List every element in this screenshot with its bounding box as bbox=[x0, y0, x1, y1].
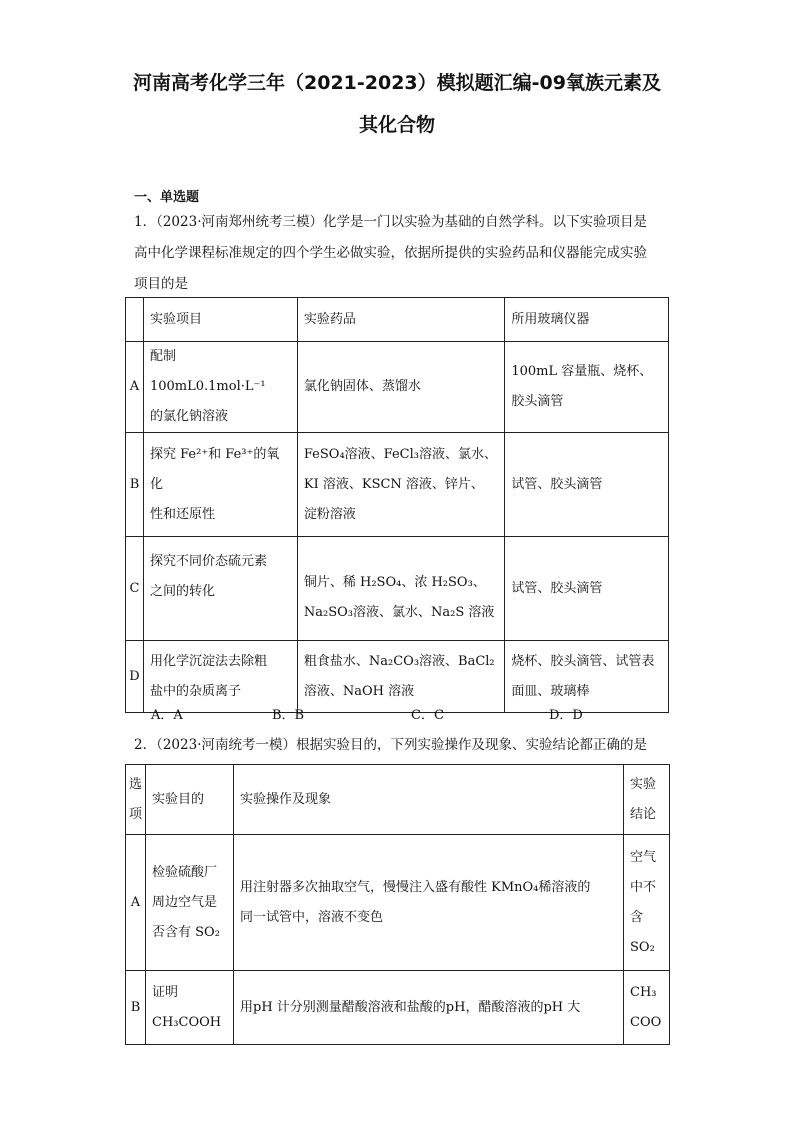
q1-row-a bbox=[126, 342, 669, 433]
q1-item-cell bbox=[143, 342, 297, 433]
q1-drug-cell bbox=[297, 433, 504, 537]
q1-glass-text: 试管、胶头滴管 bbox=[511, 476, 603, 492]
section-heading: 一、单选题 bbox=[134, 190, 200, 205]
q1-item-text: 探究 Fe²⁺和 Fe³⁺的氧化 bbox=[149, 446, 280, 492]
q2-header-conclusion-text: 实验 bbox=[630, 776, 657, 792]
q1-drug-text: Na₂SO₃溶液、氯水、Na₂S 溶液 bbox=[303, 605, 495, 620]
q1-glass-cell bbox=[505, 537, 669, 641]
q1-drug-text: 粗食盐水、Na₂CO₃溶液、BaCl₂ bbox=[303, 653, 495, 669]
q1-glass-text: 100mL 容量瓶、烧杯、 bbox=[511, 364, 653, 379]
q1-header-row bbox=[126, 298, 669, 342]
q2-header-conclusion-text: 结论 bbox=[630, 806, 657, 822]
q1-item-text: 之间的转化 bbox=[149, 584, 215, 599]
q1-row-letter: C bbox=[126, 537, 144, 641]
q1-glass-text: 试管、胶头滴管 bbox=[511, 580, 603, 596]
q2-header-row bbox=[126, 765, 670, 835]
q1-item-text: 性和还原性 bbox=[149, 506, 215, 522]
q1-stem-line3: 项目的是 bbox=[134, 276, 188, 292]
q1-item-text: 的氯化钠溶液 bbox=[149, 409, 228, 424]
q2-header-option-text: 项 bbox=[128, 806, 142, 822]
q2-row-letter: B bbox=[126, 971, 146, 1045]
q2-stem-line1: 2．（2023·河南统考一模）根据实验目的，下列实验操作及现象、实验结论都正确的是 bbox=[134, 737, 647, 753]
q1-glass-cell bbox=[505, 641, 669, 713]
q1-drug-cell bbox=[297, 342, 504, 433]
q1-row-letter: D bbox=[126, 641, 144, 713]
q1-header-glassware: 所用玻璃仪器 bbox=[505, 298, 669, 342]
q2-conclusion-text: SO₂ bbox=[630, 939, 655, 955]
q1-item-cell bbox=[143, 641, 297, 713]
q1-header-drugs: 实验药品 bbox=[297, 298, 504, 342]
q1-row-b bbox=[126, 433, 669, 537]
document-title-line2: 其化合物 bbox=[358, 114, 435, 136]
q2-purpose-text: CH₃COOH bbox=[152, 1014, 222, 1030]
q2-purpose-cell bbox=[146, 835, 234, 971]
q2-purpose-text: 证明 bbox=[152, 984, 179, 1000]
q1-item-text: 配制 100mL0.1mol·L⁻¹ bbox=[149, 349, 266, 394]
q1-drug-text: 淀粉溶液 bbox=[303, 506, 356, 522]
q2-conclusion-text: CH₃ bbox=[630, 984, 657, 1000]
q1-header-item: 实验项目 bbox=[143, 298, 297, 342]
q2-purpose-text: 周边空气是 bbox=[152, 894, 218, 910]
q2-purpose-cell bbox=[146, 971, 234, 1045]
q2-operation-text: 用pH 计分别测量醋酸溶液和盐酸的pH，醋酸溶液的pH 大 bbox=[240, 999, 581, 1015]
q1-glass-cell bbox=[505, 342, 669, 433]
document-title-line1: 河南高考化学三年（2021-2023）模拟题汇编-09氧族元素及 bbox=[133, 72, 661, 94]
q2-conclusion-cell bbox=[624, 835, 670, 971]
q1-drug-text: KI 溶液、KSCN 溶液、锌片、 bbox=[303, 476, 484, 492]
q2-purpose-text: 检验硫酸厂 bbox=[152, 864, 218, 880]
q2-header-operation: 实验操作及现象 bbox=[234, 765, 624, 835]
q2-header-conclusion bbox=[624, 765, 670, 835]
q2-header-option bbox=[126, 765, 146, 835]
q1-item-text: 用化学沉淀法去除粗 bbox=[149, 653, 267, 669]
q2-conclusion-text: COO bbox=[630, 1014, 662, 1030]
q1-table bbox=[125, 297, 669, 713]
q1-glass-cell bbox=[505, 433, 669, 537]
q2-purpose-text: 否含有 SO₂ bbox=[152, 924, 220, 940]
q2-row-a bbox=[126, 835, 670, 971]
q1-drug-cell bbox=[297, 641, 504, 713]
q1-drug-text: 溶液、NaOH 溶液 bbox=[303, 683, 415, 699]
q1-item-text: 探究不同价态硫元素 bbox=[149, 554, 267, 569]
q2-header-purpose: 实验目的 bbox=[146, 765, 234, 835]
q1-stem-line2: 高中化学课程标准规定的四个学生必做实验，依据所提供的实验药品和仪器能完成实验 bbox=[134, 245, 647, 261]
q1-item-cell bbox=[143, 433, 297, 537]
q1-option-d[interactable]: D．D bbox=[549, 708, 583, 723]
q1-stem-line1: 1．（2023·河南郑州统考三模）化学是一门以实验为基础的自然学科。以下实验项目是 bbox=[134, 214, 647, 230]
q2-operation-text: 用注射器多次抽取空气，慢慢注入盛有酸性 KMnO₄稀溶液的 bbox=[240, 879, 591, 895]
q2-row-letter: A bbox=[126, 835, 146, 971]
q1-option-a[interactable]: A．A bbox=[151, 708, 183, 723]
q2-conclusion-text: 空气 bbox=[630, 849, 657, 865]
q1-header-blank bbox=[126, 298, 144, 342]
q2-operation-text: 同一试管中，溶液不变色 bbox=[240, 909, 384, 925]
q2-conclusion-cell bbox=[624, 971, 670, 1045]
q2-conclusion-text: 中不 bbox=[630, 879, 657, 895]
q1-row-letter: B bbox=[126, 433, 144, 537]
q1-option-b[interactable]: B．B bbox=[272, 708, 305, 723]
q2-row-b bbox=[126, 971, 670, 1045]
q1-drug-text: FeSO₄溶液、FeCl₃溶液、氯水、 bbox=[303, 446, 497, 462]
q1-row-letter: A bbox=[126, 342, 144, 433]
q2-header-option-text: 选 bbox=[128, 776, 142, 792]
q2-conclusion-text: 含 bbox=[630, 909, 644, 925]
q1-glass-text: 面皿、玻璃棒 bbox=[511, 683, 590, 699]
q1-drug-text: 铜片、稀 H₂SO₄、浓 H₂SO₃、 bbox=[303, 575, 486, 590]
q1-row-c bbox=[126, 537, 669, 641]
q1-option-c[interactable]: C．C bbox=[411, 708, 444, 723]
q1-drug-cell bbox=[297, 537, 504, 641]
q1-row-d bbox=[126, 641, 669, 713]
q2-operation-cell bbox=[234, 971, 624, 1045]
q1-glass-text: 烧杯、胶头滴管、试管表 bbox=[511, 653, 655, 669]
q2-operation-cell bbox=[234, 835, 624, 971]
q1-item-text: 盐中的杂质离子 bbox=[149, 683, 241, 699]
q2-table bbox=[125, 764, 670, 1045]
q1-drug-text: 氯化钠固体、蒸馏水 bbox=[303, 379, 421, 394]
q1-item-cell bbox=[143, 537, 297, 641]
q1-glass-text: 胶头滴管 bbox=[511, 394, 564, 409]
